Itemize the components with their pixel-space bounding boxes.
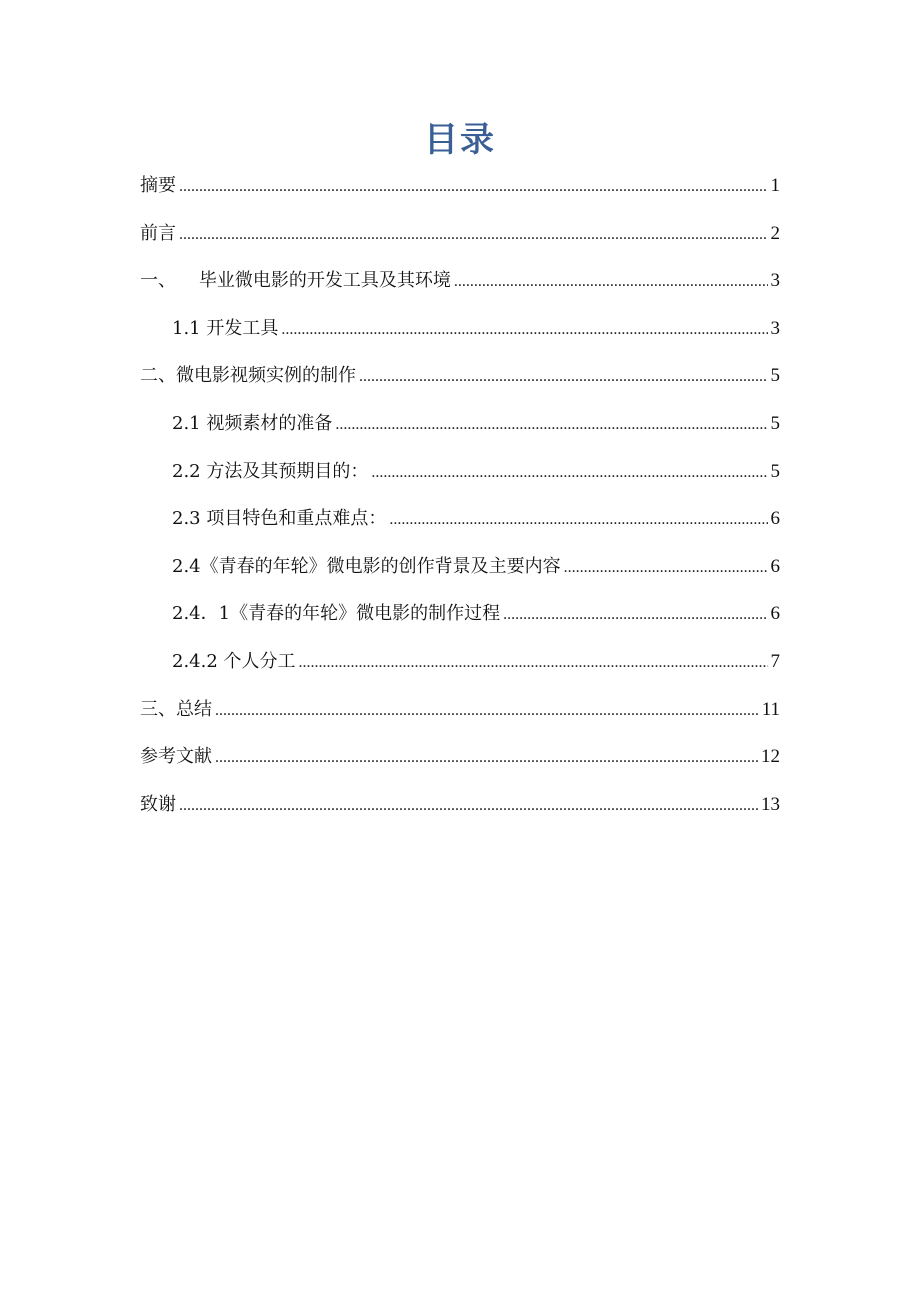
toc-entry-page-number: 6 (770, 555, 780, 577)
toc-entry-label: 二、微电影视频实例的制作 (140, 365, 356, 387)
dot-leader (359, 359, 768, 395)
toc-entry-section-2-4-1[interactable] (140, 596, 780, 644)
toc-entry-page-number: 7 (770, 650, 780, 672)
toc-entry-page-number: 3 (770, 270, 780, 292)
dot-leader (179, 217, 768, 253)
toc-entry-label: 2.4.2 个人分工 (172, 650, 296, 672)
toc-entry-page-number: 5 (770, 365, 780, 387)
dot-leader (179, 169, 768, 205)
toc-entry-label: 摘要 (140, 175, 176, 196)
toc-entry-label: 2.1 视频素材的准备 (172, 412, 333, 434)
toc-entry-section-1-1[interactable] (140, 311, 780, 359)
toc-entry-label: 2.4．1《青春的年轮》微电影的制作过程 (172, 603, 501, 625)
toc-entry-chapter-2[interactable] (140, 358, 780, 406)
toc-entry-abstract[interactable] (140, 168, 780, 216)
dot-leader (371, 455, 767, 491)
toc-entry-section-2-2[interactable] (140, 454, 780, 502)
toc-entry-page-number: 13 (761, 793, 780, 815)
toc-entry-acknowledgements[interactable] (140, 787, 780, 835)
toc-title: 目录 (424, 120, 496, 160)
dot-leader (335, 407, 767, 443)
dot-leader (299, 645, 768, 681)
toc-entry-section-2-4[interactable] (140, 549, 780, 597)
toc-entry-section-2-4-2[interactable] (140, 644, 780, 692)
toc-entry-section-2-1[interactable] (140, 406, 780, 454)
toc-entry-page-number: 6 (770, 603, 780, 625)
toc-entry-page-number: 5 (770, 412, 780, 434)
toc-entry-page-number: 5 (770, 460, 780, 482)
toc-entry-chapter-3[interactable] (140, 692, 780, 740)
dot-leader (179, 788, 758, 824)
toc-entry-preface[interactable] (140, 216, 780, 264)
toc-entry-page-number: 12 (761, 746, 780, 768)
toc-entry-page-number: 6 (770, 508, 780, 530)
dot-leader (215, 693, 759, 729)
toc-entry-chapter-1[interactable] (140, 263, 780, 311)
toc-entry-label: 1.1 开发工具 (172, 317, 279, 339)
dot-leader (389, 502, 767, 538)
dot-leader (215, 740, 758, 776)
toc-list (140, 168, 780, 834)
dot-leader (454, 264, 768, 300)
toc-entry-page-number: 1 (770, 175, 780, 196)
toc-entry-label: 三、总结 (140, 698, 212, 720)
dot-leader (564, 550, 768, 586)
toc-entry-label: 2.2 方法及其预期目的： (172, 460, 369, 482)
toc-entry-label: 一、 毕业微电影的开发工具及其环境 (140, 270, 451, 292)
toc-entry-label: 参考文献 (140, 746, 212, 768)
toc-entry-references[interactable] (140, 739, 780, 787)
toc-entry-page-number: 2 (770, 222, 780, 244)
toc-entry-label: 2.4《青春的年轮》微电影的创作背景及主要内容 (172, 555, 561, 577)
toc-entry-section-2-3[interactable] (140, 501, 780, 549)
toc-entry-label: 前言 (140, 222, 176, 244)
toc-entry-label: 致谢 (140, 793, 176, 815)
dot-leader (281, 312, 767, 348)
toc-entry-page-number: 3 (770, 317, 780, 339)
toc-entry-label: 2.3 项目特色和重点难点： (172, 508, 387, 530)
toc-entry-page-number: 11 (761, 698, 780, 720)
dot-leader (503, 597, 767, 633)
